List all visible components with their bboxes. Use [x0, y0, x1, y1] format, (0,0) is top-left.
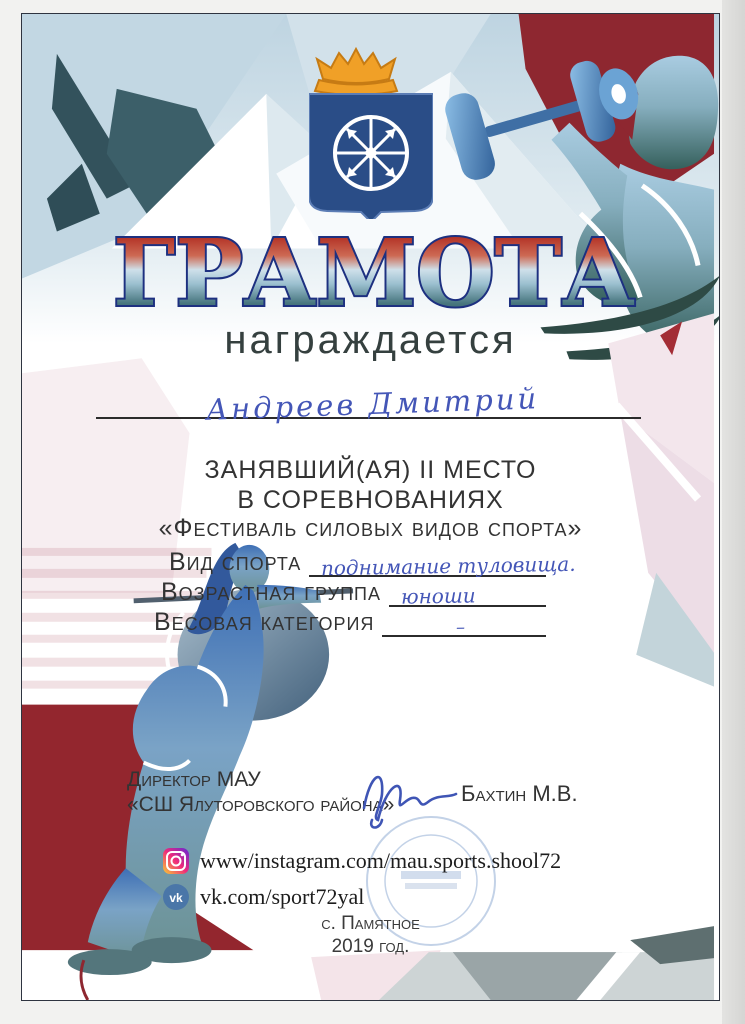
placement-line: ЗАНЯВШИЙ(АЯ) II МЕСТО	[204, 456, 537, 484]
certificate-title: ГРАМОТА	[113, 219, 636, 321]
instagram-row	[162, 846, 561, 876]
field-weight-category-value: –	[455, 616, 466, 639]
year-line: 2019 год.	[331, 936, 410, 957]
competition-intro-line: В СОРЕВНОВАНИЯХ	[237, 486, 504, 514]
field-weight-category-label: Весовая категория	[154, 608, 375, 636]
director-title-line: Директор МАУ	[127, 768, 261, 791]
vk-url: vk.com/sport72yal	[200, 884, 365, 909]
instagram-url: www/instagram.com/mau.sports.shool72	[200, 848, 562, 873]
vk-row	[162, 882, 561, 912]
svg-text:vk: vk	[169, 891, 183, 905]
subtitle-awarded-to: награждается	[224, 318, 517, 362]
field-weight-category-blank	[382, 607, 546, 637]
field-age-group-label: Возрастная группа	[161, 578, 381, 606]
instagram-icon	[162, 847, 190, 875]
field-sport-value: поднимание туловища.	[321, 551, 577, 581]
field-age-group	[161, 577, 546, 607]
recipient-name-handwritten: Андреев Дмитрий	[205, 381, 540, 427]
field-age-group-blank	[389, 577, 546, 607]
scan-edge-shadow	[722, 0, 745, 1024]
certificate	[21, 13, 720, 1001]
social-links	[162, 846, 561, 918]
director-name: Бахтин М.В.	[461, 781, 578, 806]
field-sport-blank	[309, 547, 577, 581]
field-age-group-value: юноши	[400, 583, 476, 609]
vk-icon	[162, 883, 190, 911]
competition-name-line: «Фестиваль силовых видов спорта»	[158, 514, 583, 542]
field-weight-category	[154, 607, 546, 637]
place-line: с. Памятное	[321, 913, 420, 934]
field-sport-label: Вид спорта	[169, 548, 302, 576]
director-org-line: «СШ Ялуторовского района»	[127, 793, 395, 816]
coat-of-arms	[309, 47, 433, 219]
title-art	[104, 217, 644, 321]
recipient-name-line	[96, 381, 641, 427]
field-sport	[169, 547, 577, 581]
